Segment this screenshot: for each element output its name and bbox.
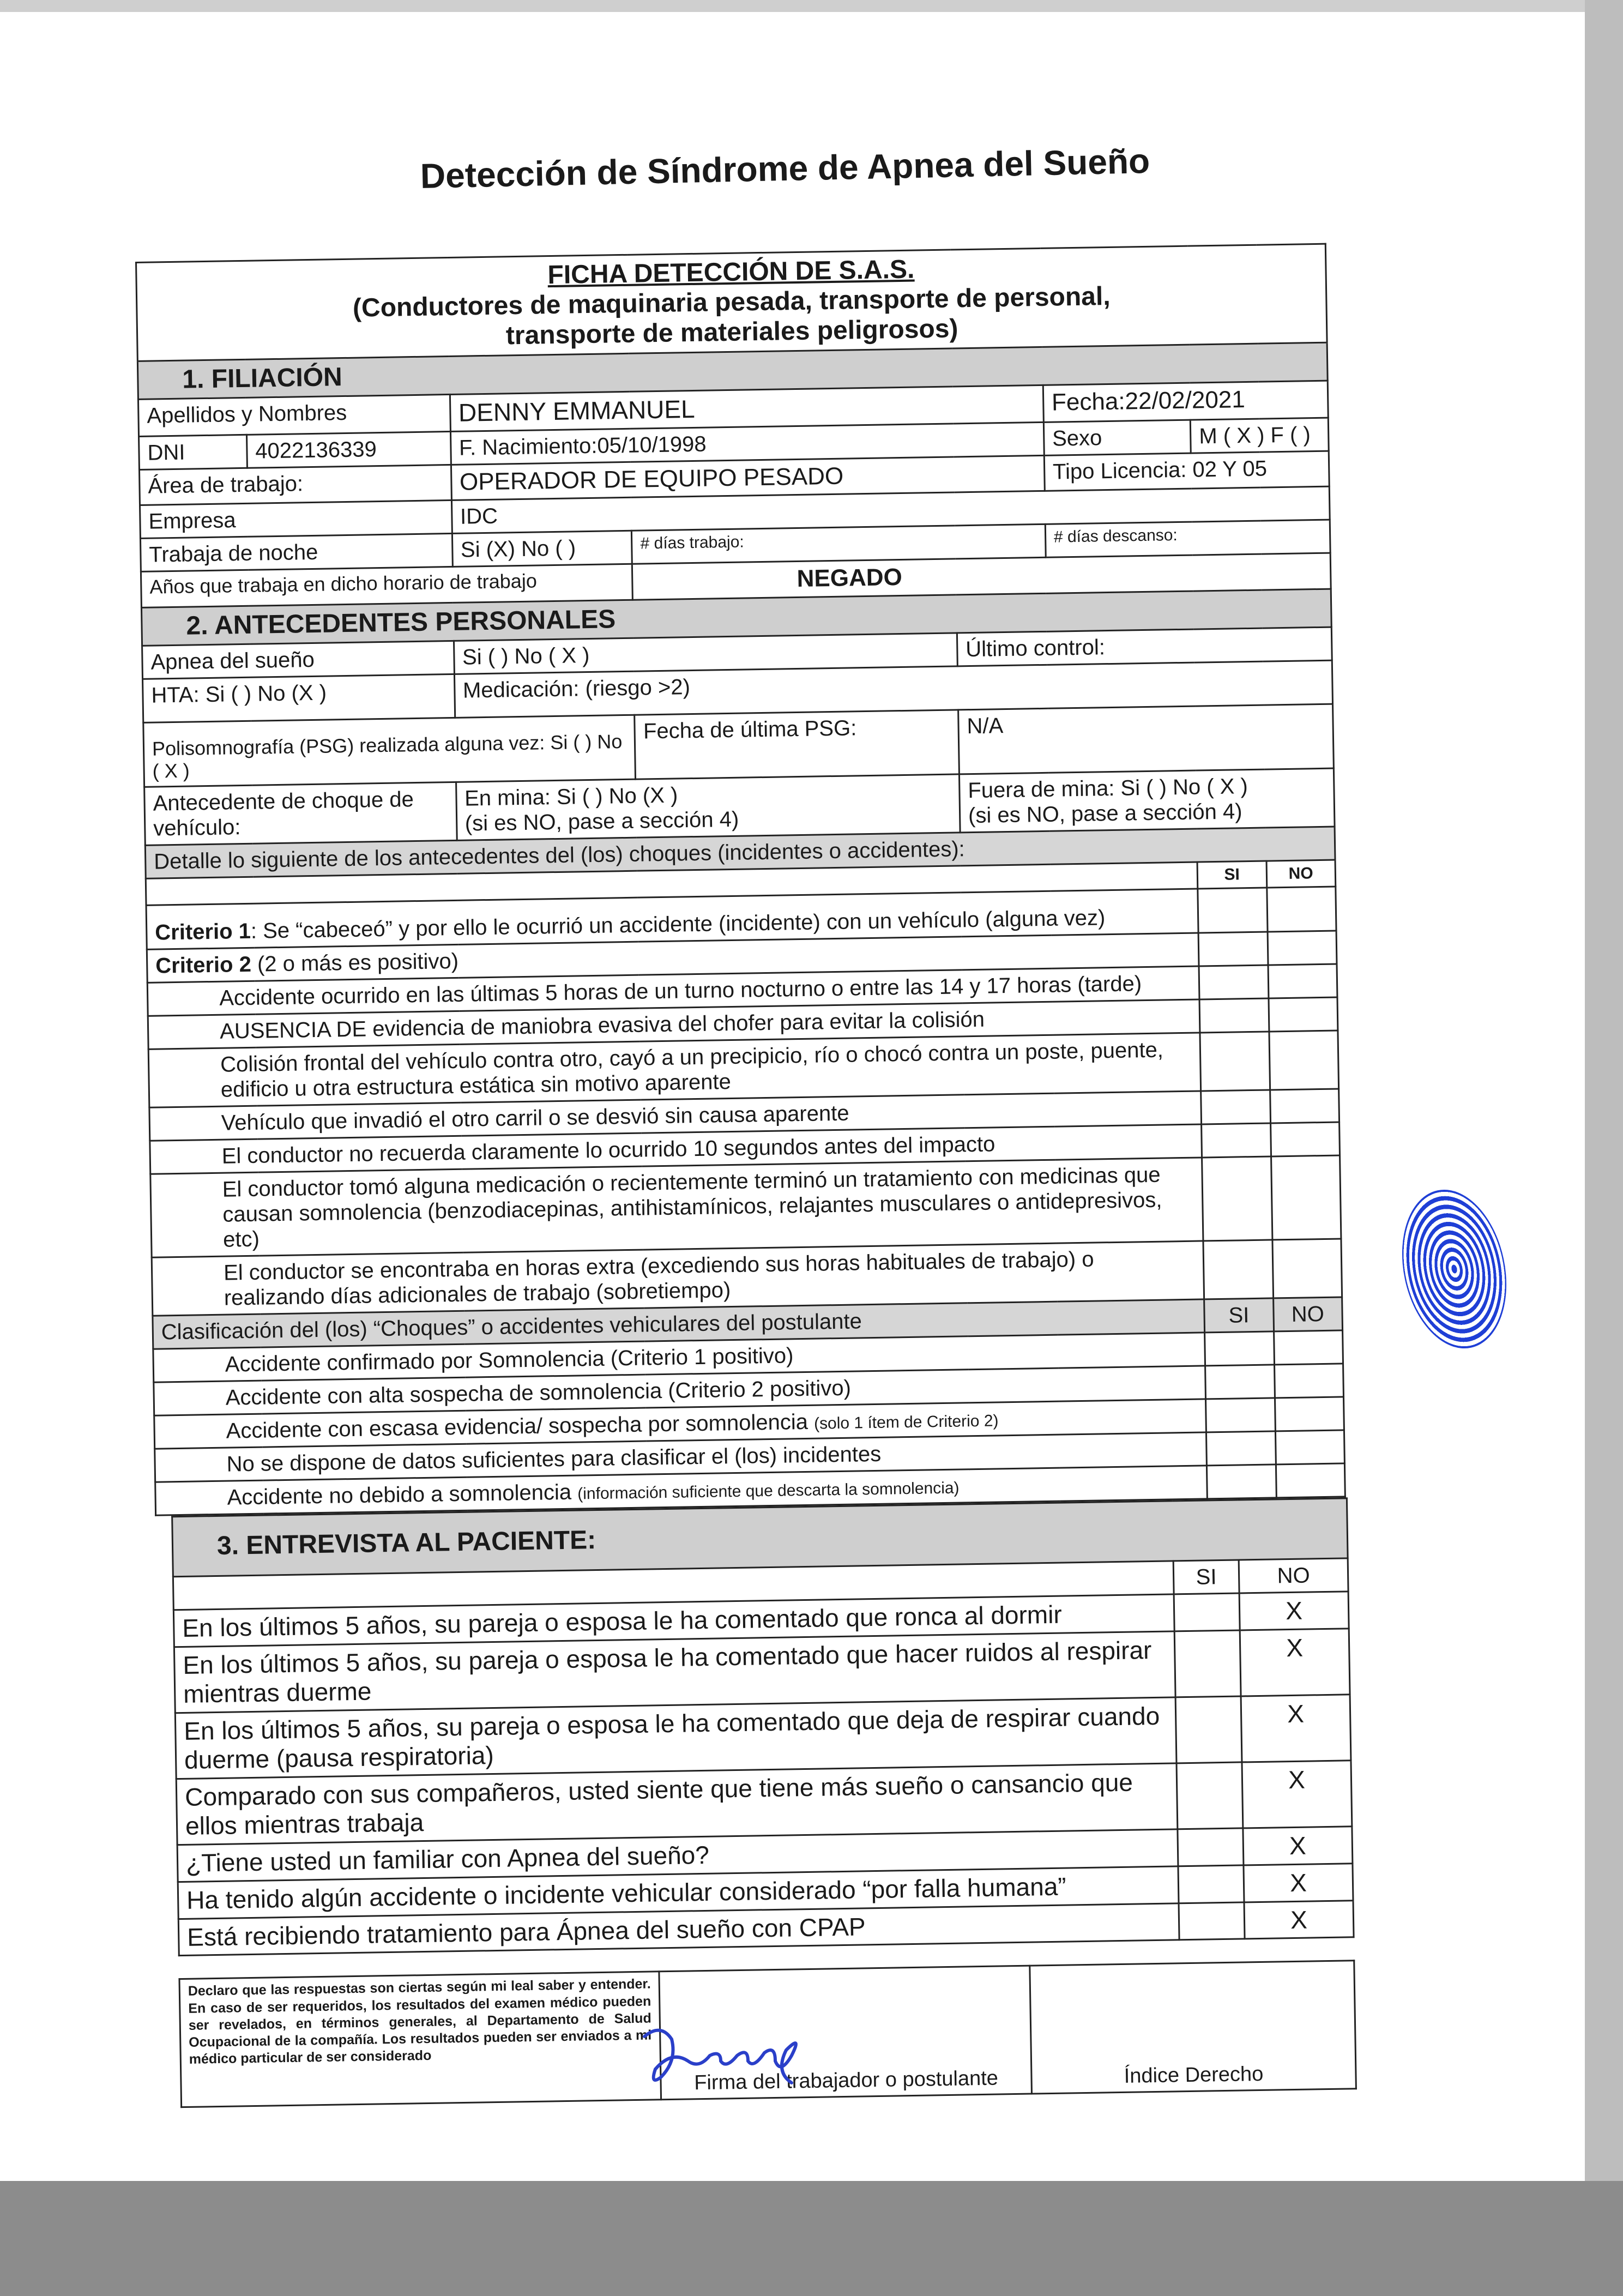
noche-value: Si (X) No ( ) (452, 531, 632, 567)
interview-question: En los últimos 5 años, su pareja o esposa le ha comentado que deja de respirar cuando duerme (pausa respiratoria) (175, 1697, 1176, 1779)
clasificacion-item: Accidente con alta sospecha de somnolencia (Criterio 2 positivo) (154, 1366, 1206, 1415)
dni-label: DNI (139, 435, 248, 469)
clasificacion-item: No se dispone de datos suficientes para clasificar el (los) incidentes (155, 1432, 1207, 1482)
psg-fecha-value: N/A (958, 704, 1334, 774)
criterio1-no (1266, 887, 1336, 932)
detalle-label: Detalle lo siguiente de los antecedentes del (los) choques (incidentes o accidentes): (145, 827, 1335, 878)
form-table-interview (171, 1498, 1354, 1957)
criterio1-label: Criterio 1 (154, 919, 251, 945)
form-table-main (135, 243, 1346, 1516)
form-sheet (135, 243, 1355, 2108)
criterio2-item: Accidente ocurrido en las últimas 5 horas de un turno nocturno o entre las 14 y 17 horas (tarde) (147, 966, 1199, 1016)
indice-label: Índice Derecho (1030, 1961, 1356, 2094)
interview-answer-no: X (1242, 1761, 1352, 1828)
criterio2-text: (2 o más es positivo) (251, 949, 459, 977)
area-value: OPERADOR DE EQUIPO PESADO (451, 455, 1045, 501)
scan-bottom-edge (0, 2181, 1623, 2296)
interview-answer-no: X (1240, 1629, 1350, 1696)
empresa-value: IDC (451, 486, 1330, 533)
clasificacion-no-header: NO (1273, 1297, 1342, 1331)
criterio2-item: AUSENCIA DE evidencia de maniobra evasiva del chofer para evitar la colisión (148, 999, 1200, 1049)
clasificacion-label: Clasificación del (los) “Choques” o accidentes vehiculares del postulante (153, 1299, 1205, 1349)
hta-value: HTA: Si ( ) No (X ) (143, 674, 455, 722)
fingerprint-icon (1388, 1180, 1520, 1358)
form-header-subtitle-1: (Conductores de maquinaria pesada, transporte de personal, (352, 282, 1111, 323)
fuera-mina-cell (959, 768, 1335, 833)
medicacion-label: Medicación: (riesgo >2) (454, 660, 1332, 718)
fecha-value: Fecha:22/02/2021 (1043, 381, 1328, 422)
apnea-label: Apnea del sueño (142, 641, 454, 679)
document-title: Detección de Síndrome de Apnea del Sueño (420, 141, 1150, 196)
apnea-value: Si ( ) No ( X ) (454, 633, 957, 674)
sexo-label: Sexo (1043, 420, 1191, 455)
si-header: SI (1197, 861, 1266, 889)
criterio2-item: Vehículo que invadió el otro carril o se desvió sin causa aparente (149, 1091, 1202, 1141)
interview-question: En los últimos 5 años, su pareja o esposa le ha comentado que ronca al dormir (173, 1594, 1174, 1647)
fuera-mina-value: Fuera de mina: Si ( ) No ( X ) (968, 774, 1248, 803)
licencia-value: Tipo Licencia: 02 Y 05 (1044, 451, 1329, 491)
form-header (136, 244, 1328, 361)
interview-answer-no: X (1239, 1592, 1349, 1630)
interview-question: En los últimos 5 años, su pareja o esposa le ha comentado que hacer ruidos al respirar mientras duerme (174, 1631, 1175, 1713)
clasificacion-item: Accidente con escasa evidencia/ sospecha por somnolencia (solo 1 ítem de Criterio 2) (154, 1399, 1206, 1449)
criterio2-item: El conductor no recuerda claramente lo ocurrido 10 segundos antes del impacto (150, 1124, 1202, 1174)
form-header-subtitle-2: transporte de materiales peligrosos) (505, 314, 958, 351)
form-header-title: FICHA DETECCIÓN DE S.A.S. (547, 255, 915, 290)
criterio2-item: El conductor se encontraba en horas extra (excediendo sus horas habituales de trabajo) o realizando días adicionales de trabajo (sobretiempo) (152, 1241, 1204, 1316)
noche-label: Trabaja de noche (140, 534, 452, 572)
dias-trabajo-label: # días trabajo: (632, 525, 1046, 564)
scan-top-edge (0, 0, 1623, 12)
criterio1-text: : Se “cabeceó” y por ello le ocurrió un accidente (incidente) con un vehículo (alguna vez) (250, 906, 1106, 944)
interview-answer-no: X (1243, 1827, 1353, 1865)
criterio2-si (1198, 932, 1268, 966)
criterio1-si (1198, 888, 1268, 933)
interview-si-header: SI (1173, 1560, 1239, 1594)
en-mina-value: En mina: Si ( ) No (X ) (464, 783, 678, 811)
interview-answer-no: X (1244, 1900, 1354, 1939)
anios-value: NEGADO (632, 553, 1331, 600)
firma-label: Firma del trabajador o postulante (659, 1966, 1032, 2100)
declaration-text: Declaro que las respuestas son ciertas según mi leal saber y entender. En caso de ser requeridos, los resultados del examen médico pueden ser revelados, en términos generales, al Departamento de Salud Ocupacional de la compañía. Los resultados pueden ser enviados a mi médico particular de ser considerado (179, 1972, 661, 2107)
anios-label: Años que trabaja en dicho horario de trabajo (141, 564, 632, 607)
section1-title: 1. FILIACIÓN (137, 342, 1328, 399)
no-header: NO (1266, 860, 1336, 888)
interview-no-header: NO (1239, 1558, 1348, 1593)
scan-right-edge (1585, 0, 1623, 2296)
section3-title: 3. ENTREVISTA AL PACIENTE: (172, 1498, 1348, 1577)
apellidos-value: DENNY EMMANUEL (450, 385, 1043, 431)
criterio2-no (1268, 931, 1337, 965)
criterio2-item: Colisión frontal del vehículo contra otro, cayó a un precipicio, río o chocó contra un poste, puente, edificio u otra estructura estática sin motivo aparente (148, 1033, 1201, 1107)
area-label: Área de trabajo: (139, 465, 451, 505)
empresa-label: Empresa (140, 501, 452, 539)
en-mina-cell (456, 774, 960, 840)
psg-fecha-label: Fecha de última PSG: (635, 710, 959, 779)
interview-question: Está recibiendo tratamiento para Ápnea del sueño con CPAP (178, 1903, 1179, 1956)
dias-descanso-label: # días descanso: (1045, 520, 1330, 557)
signature-icon (639, 2017, 813, 2088)
apellidos-label: Apellidos y Nombres (138, 394, 450, 436)
psg-label: Polisomnografía (PSG) realizada alguna vez: Si ( ) No ( X ) (143, 715, 636, 787)
choque-label: Antecedente de choque de vehículo: (144, 782, 457, 845)
interview-question: Ha tenido algún accidente o incidente vehicular considerado “por falla humana” (178, 1866, 1179, 1919)
nacimiento-value: F. Nacimiento:05/10/1998 (450, 422, 1044, 465)
ultimo-control-label: Último control: (957, 627, 1332, 666)
clasificacion-si-header: SI (1204, 1298, 1274, 1333)
sexo-value: M ( X ) F ( ) (1190, 418, 1329, 453)
fuera-mina-note: (si es NO, pase a sección 4) (968, 799, 1242, 828)
clasificacion-item: Accidente confirmado por Somnolencia (Criterio 1 positivo) (153, 1333, 1205, 1382)
interview-answer-no: X (1241, 1695, 1351, 1762)
interview-question: Comparado con sus compañeros, usted siente que tiene más sueño o cansancio que ellos mientras trabaja (176, 1763, 1178, 1845)
clasificacion-item: Accidente no debido a somnolencia (información suficiente que descarta la somnolencia) (155, 1466, 1208, 1515)
criterio2-item: El conductor tomó alguna medicación o recientemente terminó un tratamiento con medicinas que causan somnolencia (benzodiacepinas, antihistamínicos, relajantes musculares o antidepresivos, etc) (150, 1158, 1203, 1257)
interview-question: ¿Tiene usted un familiar con Apnea del sueño? (177, 1829, 1178, 1882)
interview-answer-no: X (1244, 1863, 1353, 1902)
section2-title: 2. ANTECEDENTES PERSONALES (141, 589, 1331, 646)
en-mina-note: (si es NO, pase a sección 4) (464, 807, 739, 836)
dni-value: 4022136339 (246, 431, 451, 468)
criterio2-label: Criterio 2 (155, 953, 252, 978)
